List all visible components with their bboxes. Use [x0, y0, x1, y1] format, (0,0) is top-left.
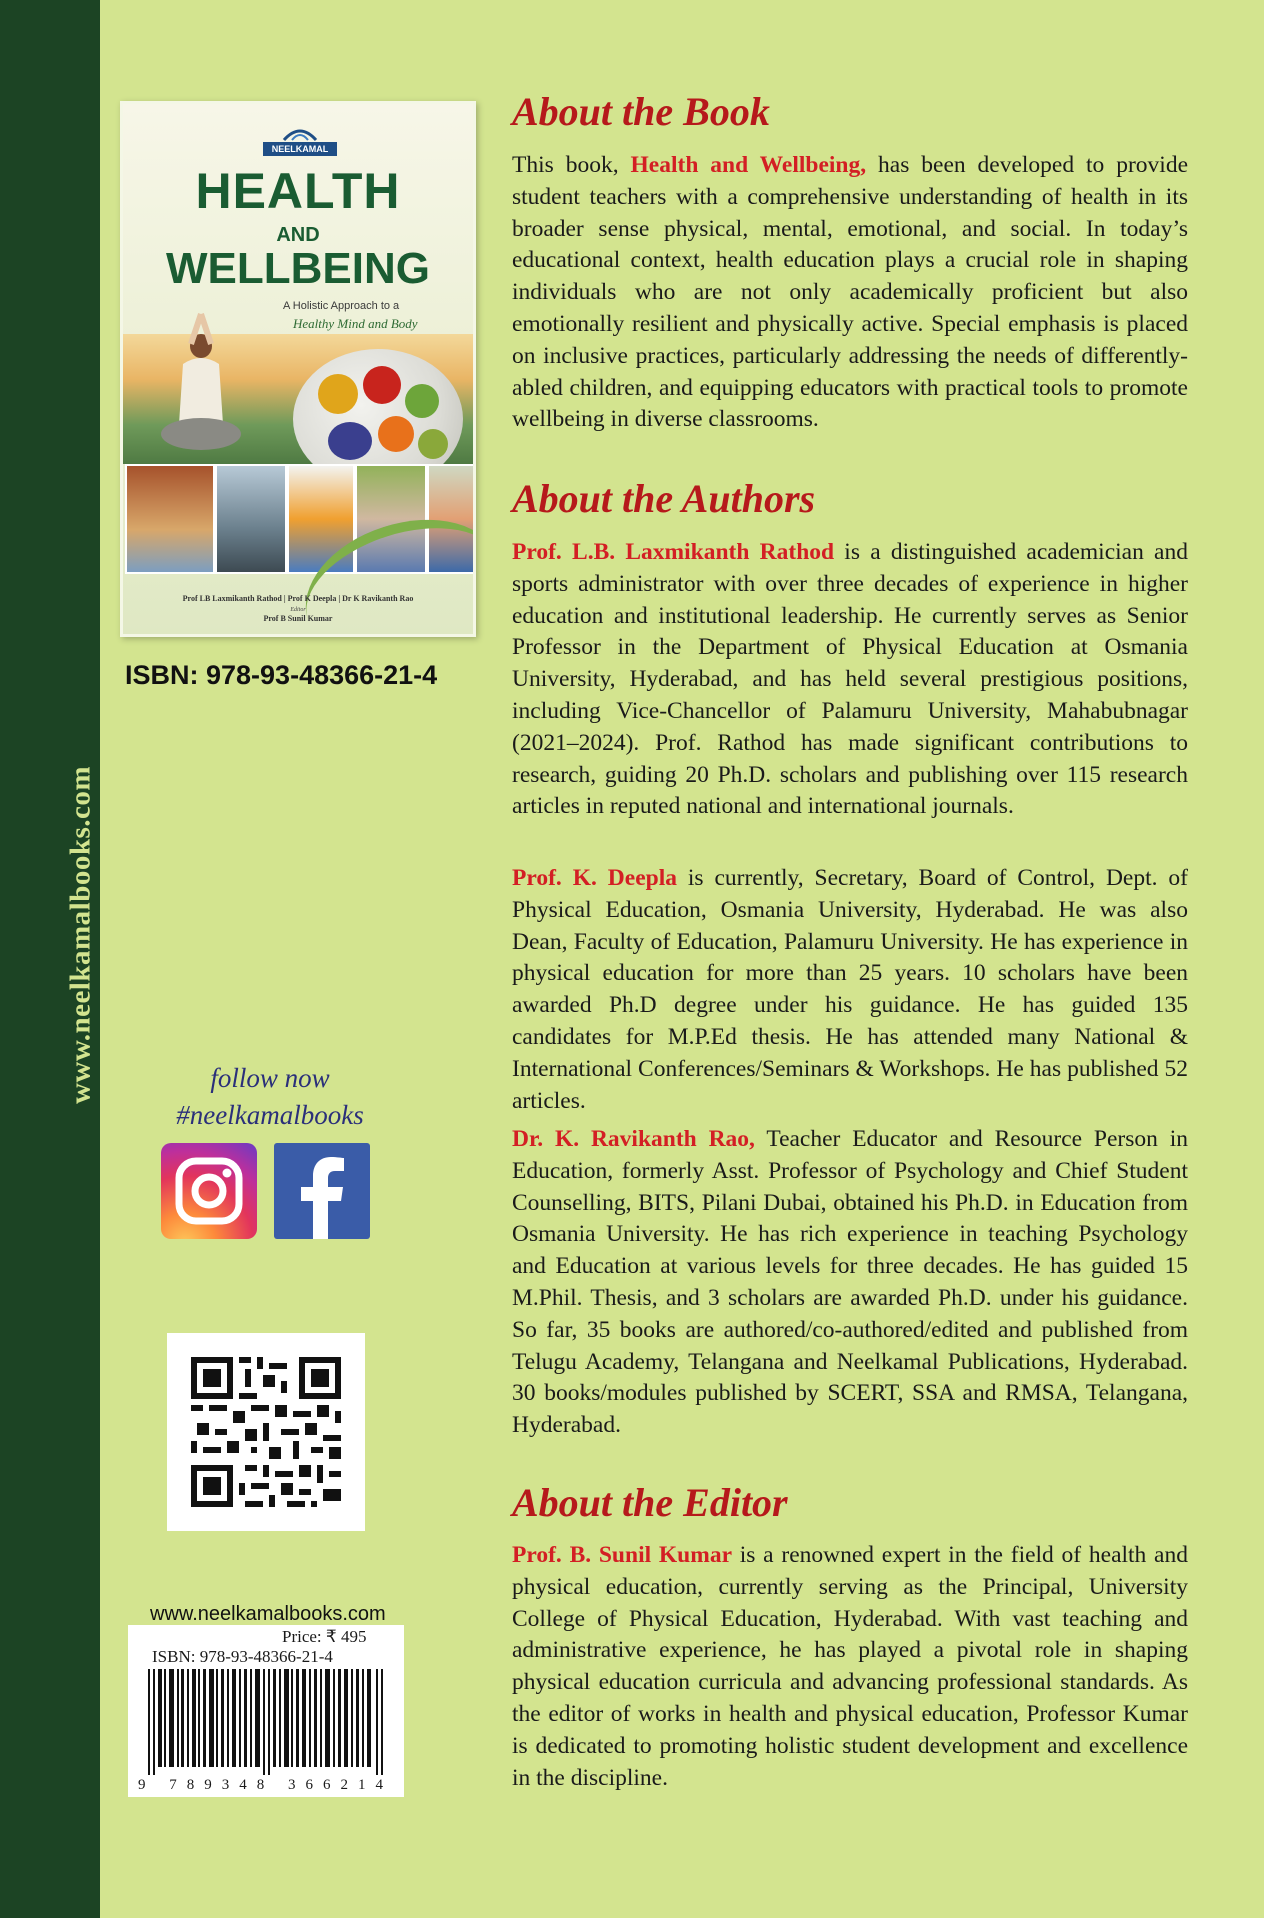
- barcode-digits: 9 789348 366214: [138, 1777, 393, 1793]
- barcode-label: [128, 1625, 404, 1797]
- author2-name: Prof. K. Deepla: [512, 865, 677, 891]
- qr-code[interactable]: [167, 1333, 365, 1531]
- yoga-person-image: [161, 304, 241, 454]
- author3-paragraph: [512, 1124, 1188, 1442]
- cover-title-line3: WELLBEING: [166, 244, 430, 293]
- isbn-label: ISBN: 978-93-48366-21-4: [125, 660, 438, 690]
- barcode-isbn-text: ISBN: 978-93-48366-21-4: [152, 1647, 333, 1666]
- author1-bio: is a distinguished academician and sports administrator with over three decades of experience in higher education and institutional leadership. He currently serves as Senior Professor in the Department of Physical Education at Osmania University, Hyderabad, and has held several prestigious positions, including Vice-Chancellor of Palamuru University, Mahabubnagar (2021–2024). Prof. Rathod has made significant contributions to research, guiding 20 Ph.D. scholars and publishing over 115 research articles in reputed national and international journals.: [512, 539, 1188, 820]
- barcode-website-url: www.neelkamalbooks.com: [150, 1603, 386, 1625]
- author1-paragraph: [512, 537, 1188, 823]
- publisher-logo-icon: [282, 126, 318, 142]
- fruit-image: [363, 366, 401, 404]
- book-title-highlight: Health and Wellbeing,: [630, 152, 867, 178]
- editor-paragraph: [512, 1540, 1188, 1794]
- facebook-icon[interactable]: [274, 1143, 370, 1239]
- cover-title-line2: AND: [276, 224, 320, 246]
- author1-name: Prof. L.B. Laxmikanth Rathod: [512, 539, 835, 565]
- about-book-intro: This book,: [512, 152, 631, 178]
- cover-publisher: NEELKAMAL: [263, 142, 337, 156]
- about-book-paragraph: [512, 150, 1188, 436]
- author2-paragraph: [512, 863, 1188, 1117]
- about-editor-heading: About the Editor: [512, 1480, 788, 1525]
- cover-editor-name: Prof B Sunil Kumar: [263, 614, 333, 623]
- price-text: Price: ₹ 495: [282, 1627, 367, 1646]
- cover-subtitle-line1: A Holistic Approach to a: [283, 300, 400, 312]
- book-cover-thumbnail: [120, 101, 476, 637]
- about-book-heading: About the Book: [512, 89, 770, 134]
- cover-title-line1: HEALTH: [195, 163, 401, 219]
- instagram-icon[interactable]: [161, 1143, 257, 1239]
- fruit-image: [405, 384, 439, 418]
- editor-bio: is a renowned expert in the field of health and physical education, currently serving as the Principal, University College of Physical Education, Hyderabad. With vast teaching and administrative experience, he has played a pivotal role in shaping physical education curricula and advancing professional standards. As the editor of works in health and physical education, Professor Kumar is dedicated to promoting holistic student development and excellence in the discipline.: [512, 1542, 1188, 1791]
- barcode-icon: [148, 1669, 388, 1775]
- cover-subtitle-line2: Healthy Mind and Body: [293, 316, 418, 331]
- author2-bio: is currently, Secretary, Board of Control, Dept. of Physical Education, Osmania University, Hyderabad. He was also Dean, Faculty of Education, Palamuru University. He has experience in physical education for more than 25 years. 10 scholars have been awarded Ph.D degree under his guidance. He has guided 135 candidates for M.P.Ed thesis. He has attended many National & International Conferences/Seminars & Workshops. He has published 52 articles.: [512, 865, 1188, 1114]
- fruit-image: [318, 374, 358, 414]
- follow-now-text: follow now: [210, 1063, 330, 1093]
- fruit-image: [328, 422, 372, 460]
- cover-editor-label: Editor: [290, 607, 306, 613]
- about-book-body: has been developed to provide student teachers with a comprehensive understanding of health in its broader sense physical, mental, emotional, and social. In today’s educational context, health education plays a crucial role in shaping individuals who are not only academically proficient but also emotionally resilient and physically active. Special emphasis is placed on inclusive practices, particularly addressing the needs of differently-abled children, and equipping educators with practical tools to promote wellbeing in diverse classrooms.: [512, 152, 1189, 433]
- hashtag-text: #neelkamalbooks: [176, 1100, 364, 1130]
- cover-authors: Prof LB Laxmikanth Rathod | Prof K Deepla | Dr K Ravikanth Rao: [182, 594, 414, 603]
- editor-name: Prof. B. Sunil Kumar: [512, 1542, 732, 1568]
- fruit-image: [378, 416, 414, 452]
- cover-photo: [125, 464, 215, 574]
- cover-photo: [215, 464, 287, 574]
- spine-website-url: www.neelkamalbooks.com: [64, 765, 97, 1105]
- about-authors-heading: About the Authors: [512, 476, 816, 521]
- fruit-image: [418, 429, 448, 459]
- author3-bio: Teacher Educator and Resource Person in Education, formerly Asst. Professor of Psychology and Chief Student Counselling, BITS, Pilani Dubai, obtained his Ph.D. in Education from Osmania University. He has rich experience in teaching Psychology and Education at various levels for three decades. He has guided 15 M.Phil. Thesis, and 3 scholars are awarded Ph.D. under his guidance. So far, 35 books are authored/co-authored/edited and published from Telugu Academy, Telangana and Neelkamal Publications, Hyderabad. 30 books/modules published by SCERT, SSA and RMSA, Telangana, Hyderabad.: [512, 1126, 1189, 1439]
- author3-name: Dr. K. Ravikanth Rao,: [512, 1126, 755, 1152]
